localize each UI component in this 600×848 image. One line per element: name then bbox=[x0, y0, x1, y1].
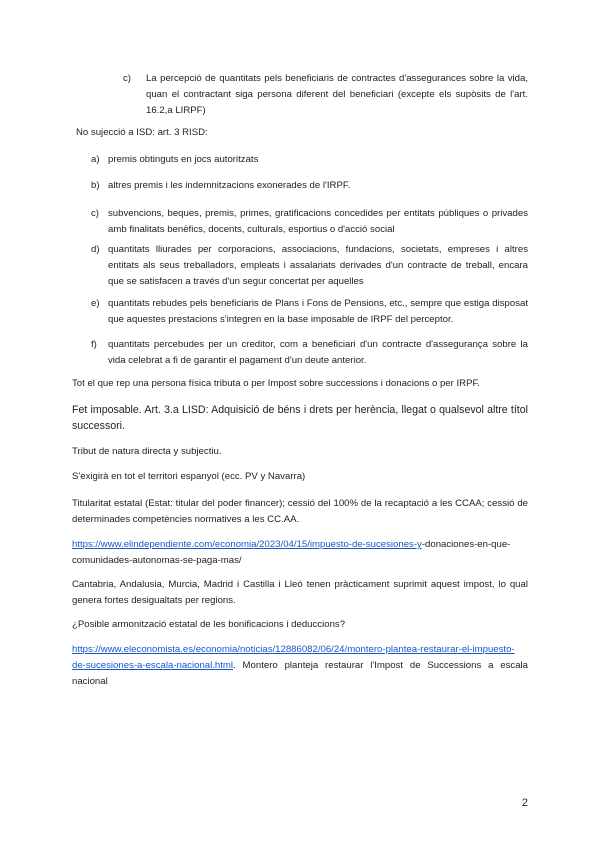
list-item: subvencions, beques, premis, primes, gratificacions concedides per entitats públiques o privades amb finalitats benèfics, docents, culturals, esportius o d'acció social bbox=[108, 208, 528, 235]
paragraph-tribut: Tribut de natura directa y subjectiu. bbox=[72, 446, 222, 457]
list-item-marker: f) bbox=[91, 339, 97, 350]
list-item: altres premis i les indemnitzacions exonerades de l'IRPF. bbox=[108, 180, 351, 191]
top-item-text: La percepció de quantitats pels beneficiaris de contractes d'assegurances sobre la vida, quan el contractant siga persona diferent del beneficiari (excepte els supòsits de l'art. 16.2,a LIRPF) bbox=[146, 73, 528, 116]
page-number: 2 bbox=[521, 797, 528, 809]
list-item: quantitats percebudes per un creditor, com a beneficiari d'un contracte d'assegurança sobre la vida celebrat a fi de garantir el pagament d'un deute anterior. bbox=[108, 339, 528, 366]
list-item-marker: e) bbox=[91, 298, 100, 309]
list-item: quantitats lliurades per corporacions, associacions, fundacions, societats, empreses i altres entitats als seus treballadors, empleats i assalariats derivades d'un contracte de treball, encara que se satisfacen a través d'un segur concertat per aquelles bbox=[108, 244, 528, 287]
paragraph-titularitat: Titularitat estatal (Estat: titular del poder financer); cessió del 100% de la recaptació a les CCAA; cessió de determinades competències normatives a les CC.AA. bbox=[72, 498, 528, 525]
paragraph-tributa: Tot el que rep una persona física tributa o per Impost sobre successions i donacions o per IRPF. bbox=[72, 378, 480, 389]
eleconomista-link-tail: . Montero planteja restaurar l'Impost de Successions a escala nacional bbox=[72, 660, 528, 687]
list-item: quantitats rebudes pels beneficiaris de Plans i Fons de Pensions, etc., sempre que estiga disposat que aquestes prestacions s'integren en la base imposable de IRPF del perceptor. bbox=[108, 298, 528, 325]
top-item-marker: c) bbox=[123, 73, 131, 84]
paragraph-link-elindependiente bbox=[72, 537, 528, 569]
list-item-marker: c) bbox=[91, 208, 99, 219]
paragraph-fet-imposable: Fet imposable. Art. 3.a LISD: Adquisició de béns i drets per herència, llegat o qualsevol altre títol successori. bbox=[72, 404, 528, 432]
paragraph-link-eleconomista bbox=[72, 642, 528, 690]
no-subjeccio-heading: No sujecció a ISD: art. 3 RISD: bbox=[76, 127, 208, 138]
list-item-marker: b) bbox=[91, 180, 100, 191]
paragraph-exigira: S'exigirà en tot el territori espanyol (ecc. PV y Navarra) bbox=[72, 471, 306, 482]
question-armonitzacio: ¿Posible armonització estatal de les bonificacions i deduccions? bbox=[72, 619, 346, 630]
list-item-marker: d) bbox=[91, 244, 100, 255]
eleconomista-link[interactable]: https://www.eleconomista.es/economia/noticias/12886082/06/24/montero-plantea-restaurar-el-impuesto-de-sucesiones-a-escala-nacional.html bbox=[72, 644, 515, 671]
elindependiente-link[interactable]: https://www.elindependiente.com/economia/2023/04/15/impuesto-de-sucesiones-y bbox=[72, 539, 422, 550]
paragraph-cantabria: Cantabria, Andalusia, Murcia, Madrid i Castilla i Lleó tenen pràcticament suprimit aquest impost, lo qual genera fortes desigualtats per regions. bbox=[72, 579, 528, 606]
elindependiente-link-tail: -donaciones-en-que-comunidades-autonomas-se-paga-mas/ bbox=[72, 539, 511, 566]
list-item: premis obtinguts en jocs autoritzats bbox=[108, 154, 259, 165]
list-item-marker: a) bbox=[91, 154, 100, 165]
